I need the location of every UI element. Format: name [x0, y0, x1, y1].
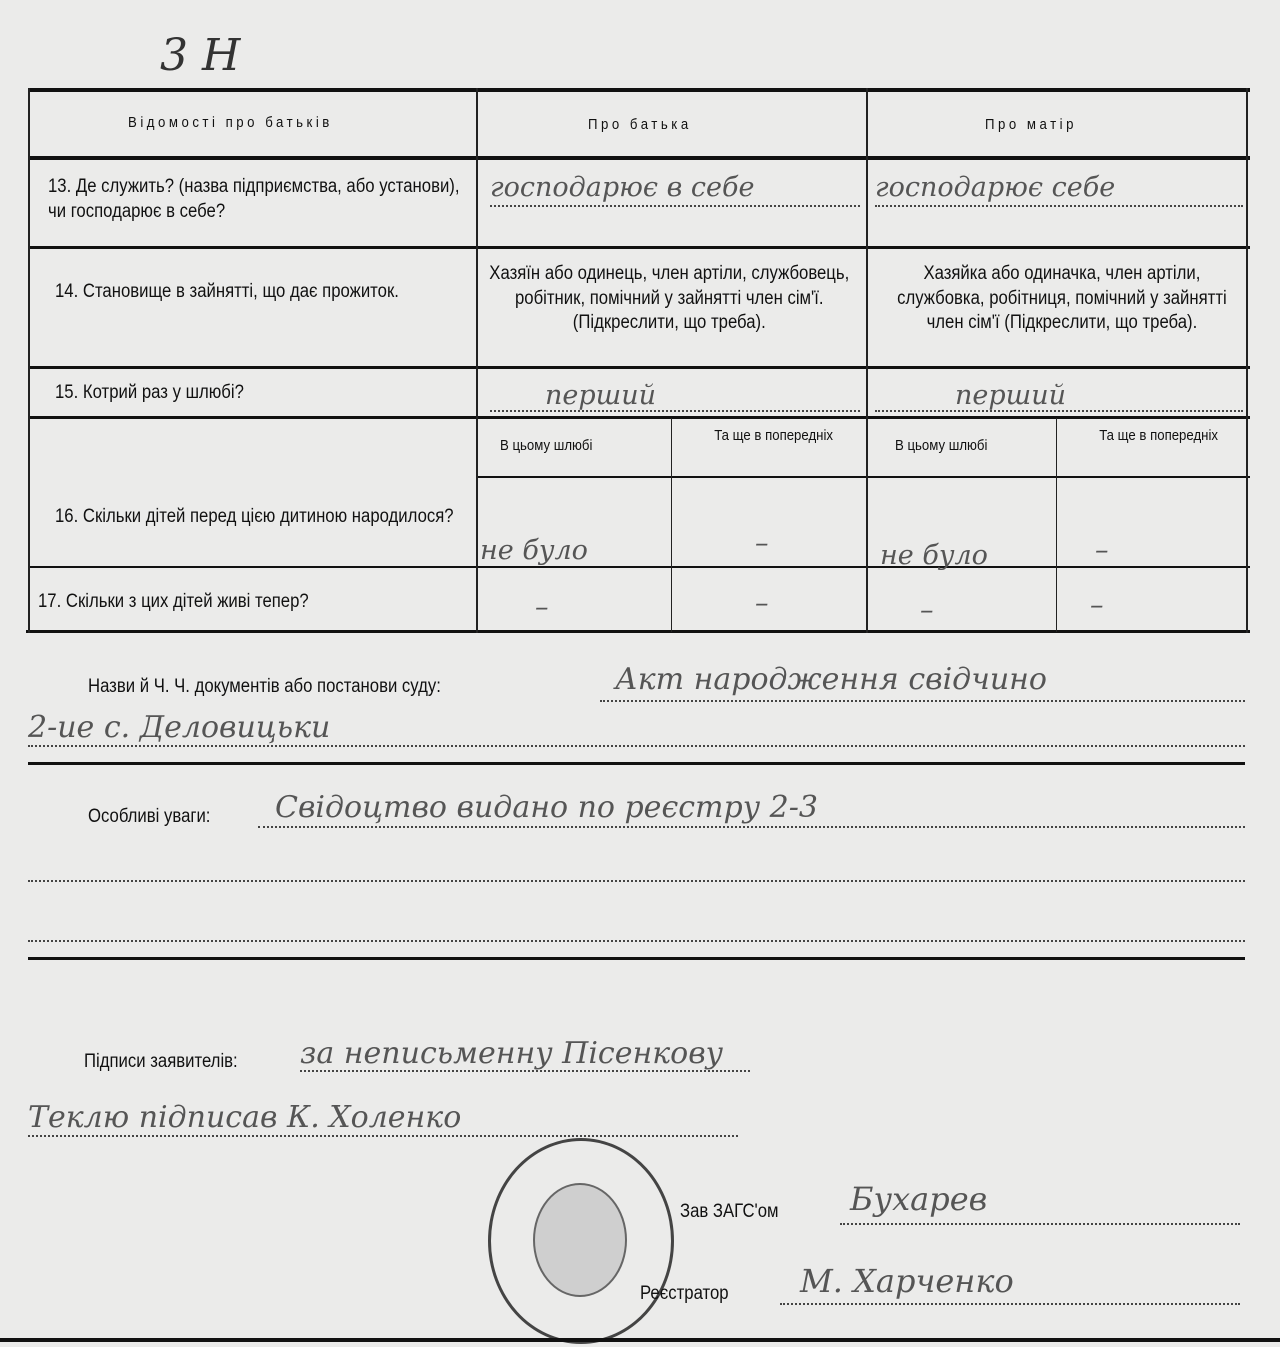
row-17-father-this: –	[535, 592, 549, 623]
corner-mark: 3 Н	[160, 30, 241, 81]
row-17-mother-prev: –	[1090, 590, 1104, 621]
row-14-label: 14. Становище в зайнятті, що дає прожиток.	[55, 281, 399, 302]
row-15-label: 15. Котрий раз у шлюбі?	[55, 382, 244, 403]
row-14-father-options: Хазяїн або одинець, член артіли, службовець, робітник, помічний у зайнятті член сім'ї. (Підкреслити, що треба).	[489, 263, 850, 334]
row-16-father-prev: –	[755, 528, 769, 559]
documents-value-1: Акт народження свідчино	[615, 662, 1047, 697]
head-label: Зав ЗАГС'ом	[680, 1201, 779, 1222]
row-16-label: 16. Скільки дітей перед цією дитиною народилося?	[55, 506, 454, 527]
signatures-value-2: Теклю підписав К. Холенко	[28, 1100, 462, 1135]
header-father: Про батька	[588, 116, 692, 133]
official-seal	[488, 1138, 674, 1344]
registrar-label: Реєстратор	[640, 1283, 729, 1304]
row-13-label: 13. Де служить? (назва підприємства, або установи), чи господарює в себе?	[48, 176, 460, 222]
notes-value: Свідоцтво видано по реєстру 2-3	[275, 790, 818, 825]
documents-value-2: 2-ие с. Деловицьки	[28, 710, 331, 745]
notes-label: Особливі уваги:	[88, 806, 211, 827]
head-signature: Бухарев	[850, 1180, 988, 1218]
row-16-mother-previous: Та ще в попередніх	[1099, 427, 1218, 444]
documents-label: Назви й Ч. Ч. документів або постанови суду:	[88, 676, 441, 697]
row-16-mother-this-marriage: В цьому шлюбі	[895, 437, 988, 454]
row-13-mother: господарює себе	[875, 172, 1116, 203]
registrar-signature: М. Харченко	[800, 1262, 1014, 1300]
row-16-father-previous: Та ще в попередніх	[714, 427, 833, 444]
row-17-mother-this: –	[920, 595, 934, 626]
row-17-label: 17. Скільки з цих дітей живі тепер?	[38, 591, 309, 612]
signatures-value-1: за неписьменну Пісенкову	[300, 1036, 724, 1071]
row-16-mother-this: не було	[880, 540, 988, 571]
header-mother: Про матір	[985, 116, 1077, 133]
row-16-father-this: не було	[480, 535, 588, 566]
row-16-mother-prev: –	[1095, 535, 1109, 566]
row-15-mother: перший	[955, 380, 1067, 411]
row-17-father-prev: –	[755, 588, 769, 619]
signatures-label: Підписи заявителів:	[84, 1051, 238, 1072]
row-13-father: господарює в себе	[490, 172, 755, 203]
row-16-father-this-marriage: В цьому шлюбі	[500, 437, 593, 454]
header-parents-info: Відомості про батьків	[128, 114, 333, 131]
row-15-father: перший	[545, 380, 657, 411]
row-14-mother-options: Хазяйка або одиначка, член артіли, службовка, робітниця, помічний у зайнятті член сім'ї (Підкреслити, що треба).	[897, 263, 1227, 334]
